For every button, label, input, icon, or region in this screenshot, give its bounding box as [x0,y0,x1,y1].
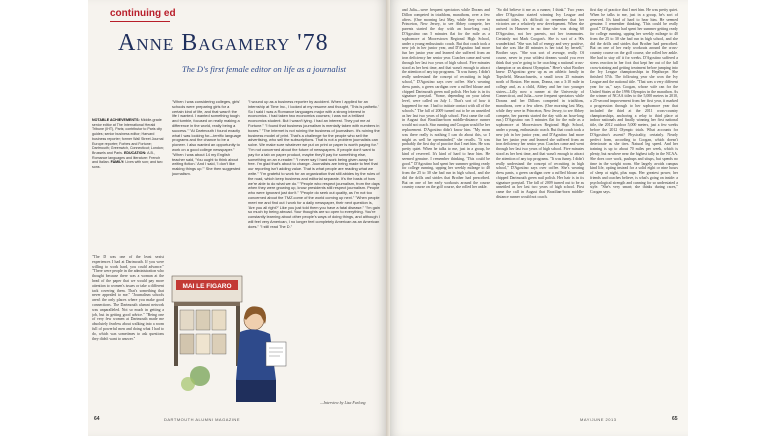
education-label: EDUCATION: [123,150,147,155]
right-column-3: first day of practice that I met him. He was pretty quiet. When he talks to me, just in a group, he's sort of reserved. It's kind of hard to hear him. He seemed genuine. I remember thinking, 'This could be really good.'" D'Agostino had spent her summer getting ready for college running, upping her weekly mileage to 40 from the 25 to 30 she had run in high school, and she did the drills and strides that Brother had prescribed. But on one of her early workouts around the cross-country course on the golf course, she rolled her ankle. She had to stay off it for weeks. D'Agostino suffered a stress reaction in her foot that kept her out of the full cross-training and getting treatment before jumping into the Ivy League championships in Hepthorpe. She finished 57th. The following year she won the Ivy League and the national title. "That was a very different year for us," says Coogan, whose wife ran for the United States at the 1996 Olympics in the marathon. As the winner of NCAA titles to the 5,000 meters in 2010, a 25-second improvement from her first year, it marked a progression through to her sophomore year that included the third at the 2011 cross-country championships, anchoring a relay to third place at indoor nationals and finally winning her first national title, the 2012 outdoor 5,000 meters, just a few weeks before the 2012 Olympic trials. What accounts for D'Agostino's ascent? Physicality, certainly. Nearly perfect form, according to Coogan, which doesn't deteriorate as she tires. Natural leg speed. And her training is up to about 70 miles per week, which is plenty, but nowhere near the highest tally in the NCAA. She does core work, pushups and situps, but spends no time in the weight room. She largely avoids campus kind life, opting instead for a solid eight or nine hours of sleep at night, plus naps. Her greatest power, her friends and coaches believe, is what's going on inside: a psychological strength and cunning for so understated a style. "She's very smart; she thinks during races," Coogan says. [590,8,678,195]
right-column-2: "So did believe it me as a runner, I think." Two years after D'Agostino started winning Ivy League and national titles, it's difficult to remember that her victories are a relatively new development. When she arrived in Hanover in no time she was doing 60 D'Agostino, not her parents, not her teammates. Certainly not Mark Coogan's. She is sort of a 90s wunderkind. "She was full of energy and very positive, but she was like 40 minutes is her total by herself," Brother says. "She was sort of average, really. Of course, never in your wildest dreams would you ever think that you're going to be coaching a national cross-champion or an almost Olympian." Here's what Brother knew: D'Agostino grew up as an athletic family in Topsfield, Massachusetts, a small town 25 minutes north of Boston. Her mom, Donna, ran a 3:10 mile in college and, as a child, Abbey and her two younger sisters—Lilly now a runner at the University of Connecticut, and Julia—were frequent spectators while Dorans and her Dillons competed in triathlons, marathons, over a few afters. (One morning last May, while they were in Princeton, New Jersey, to see Abbey compete, her parents started the day with an hour-long run.) D'Agostino ran 5 minutes flat for the mile as a sophomore at Moorestown Regional High School, under a young, enthusiastic coach. But that coach took a new job in her junior year, and D'Agostino had more fun her junior year and learned she suffered from an iron deficiency her senior year. Coaches came and went through her last two years of high school. Five minutes stood as her best time, and that wasn't enough to attract the attention of any top programs. "It was funny. I didn't really understand the concept of recruiting in high school," D'Agostino says over coffee. She's wearing dress pants, a green cardigan over a ruffled blouse and chipped Dartmouth green nail polish. Her hair is in its signature ponytail. The fall of 2009 turned out to be as unsettled as her last two years of high school. First came the call in August that Brazilian-born middle-distance runner would not coach. [496,8,584,200]
article-title: Anne Bagamery '78 [118,30,329,56]
right-column-1: and Julia—were frequent spectators while Dorans and Dillon competed in triathlons, marathons, over a few afters. (One morning last May, while they were in Princeton, New Jersey, to see Abbey compete, her parents started the day with an hour-long run.) D'Agostino ran 5 minutes flat for the mile as a sophomore at Moorestown Regional High School, under a young enthusiastic coach. But that coach took a new job in her junior year, and D'Agostino had more fun her junior year and learned she suffered from an iron deficiency her senior year. Coaches came and went through her last two years of high school. Five minutes stood as her best time, and that wasn't enough to attract the attention of any top programs. "It was funny. I didn't really understand the concept of recruiting in high school," D'Agostino says over coffee. She's wearing dress pants, a green cardigan over a ruffled blouse and chipped Dartmouth green nail polish. Her hair is in its signature ponytail. "Some, depending on your talent level, were called on July 1. That's sort of how it happened for me. I had to initiate contact with all of the schools." The fall of 2009 turned out to be an unsettled as her last two years of high school. First came the call in August that Brazilian-born middle-distance runner would not coach. Star running and Coogan would be her replacement. D'Agostino didn't know him. "My mom was there really is nothing I can do about this, so I might as well be openminded," she recalls. "It was probably the first day of practice that I met him. He was pretty quiet. When he talks to me, just in a group, he kind of reserved. It's kind of hard to hear him. He seemed genuine. I remember thinking, 'This could be good.'" D'Agostino had spent her summer getting ready for college running, upping her weekly mileage to 40 from the 25 to 30 she had run in high school, and she did the drills and strides that Brother had prescribed. But on one of her early workouts around the course country course on the golf course, she rolled her ankle. [402,8,490,190]
sidebar-heading: NOTABLE ACHIEVEMENTS: [92,118,140,122]
main-quotes: "I wound up as a business reporter by accident. When I applied for an internship at Time Inc., I looked at my resume and thought, 'This is pathetic.' So I said I was a Romance languages major with a strong interest in economics. I had taken two economics courses; I was not a brilliant economics student. But I wasn't lying. I had an interest. They put me at Fortune." "I found that business journalism is mentally taken with numbers in boxes." "The Internet is not ruining the business of journalism. It's ruining the business model of print. That's a challenge for the people who sell the advertising, who sell the subscriptions. That is not a problem journalists can solve. We make sure whatever we put on print or paper is worth paying for." "I'm not concerned about the future of newspapers. If people don't want to pay for a tab on paper product, maybe they'll pay for something else, something on an e-reader." "I never say I hard work being given away for free. I'm glad that's about to change. Journalists are being made to feel that our reporting isn't adding value. That is what people are reading what we write." "I'm grateful to work for an organization that still abides by the rules of the road, which keep business and editorial separate. It's the basis of how we're able to do what we do." "People who respect journalism, from the days when they were growing up, know presidents still respect journalism. People who were ignorant just don't." "People do seek out quality, as I'm not too concerned about the TMZ.come of the world coming up next." "When people meet me and find out I work for a daily newspaper, their next question is, 'Are you all right?' Like you just told them you have a fatal disease." "I'm gain so much by being abroad. Your thoughts are so open to everything. You're constantly learning about other people's ways of doing things, and although I will feel very American, I no longer feel completely American as an American does." "I still read The D." [248,100,380,229]
section-rule [110,21,170,22]
interview-credit: —Interview by Lisa Furlong [320,400,366,405]
lower-quotes: "The D was one of the least sexist experiences I had at Dartmouth. If you were willing to work hard, you could advance." "There were people in the administration who thought because there was a woman at the head of the paper that we would pay more attention to women's issues or take a different tack covering them. That's something that never appealed to me." "Journalism schools aren't the only places where you make good connections. The Dartmouth alumni network was unparalleled. Not so much in getting a job, but in getting good advice." "Being one of very few women at Dartmouth made me absolutely fearless about walking into a room full of powerful men and doing what I had to do, which was sometimes to ask questions they didn't want to answer." [92,255,164,341]
sidebar-facts [92,118,166,251]
education-text: A.B., Romance languages and literature: French and Italian. [92,150,161,165]
article-subtitle: The D's first female editor on life as a journalist [182,64,347,74]
left-page-number: 64 [94,416,100,422]
family-text: Lives with son; and two sons. [92,160,163,170]
right-footer: MAY/JUNE 2013 [580,417,617,422]
intro-quotes: "When I was considering colleges, girls' schools were preparing girls for a certain kind of life, and that wasn't the life I wanted. I wanted something tough and tumble, focused on really making a difference in the world, really being a success." "At Dartmouth I found exactly what I was looking for—terrific language programs and the chance to be a pioneer. I also wanted an opportunity to work on a good college newspaper." "When I was about 14 my English teacher said, 'You ought to think about writing fiction.' And I said, 'I don't like making things up.'" She then suggested journalism. [172,100,241,176]
illustration-svg [166,258,298,406]
editor-illustration [166,258,298,406]
section-label: continuing ed [110,8,176,19]
left-footer: DARTMOUTH ALUMNI MAGAZINE [164,417,240,422]
sidebar-body: Middle-grade senior editor at The International Herald Tribune (IHT), Paris; contributor to Paris city guides; senior business editor; Harvard business reporter; former Wall Street Journal Europe reporter; Forbes and Fortune; Dartmouth; Greenwich, Connecticut; London; Brussels and Paris. [92,118,164,155]
family-label: FAMILY: [110,160,125,165]
kiosk-sign: MAI LE FIGARO [182,283,232,290]
page-gutter [386,0,390,436]
right-page-number: 65 [672,416,678,422]
